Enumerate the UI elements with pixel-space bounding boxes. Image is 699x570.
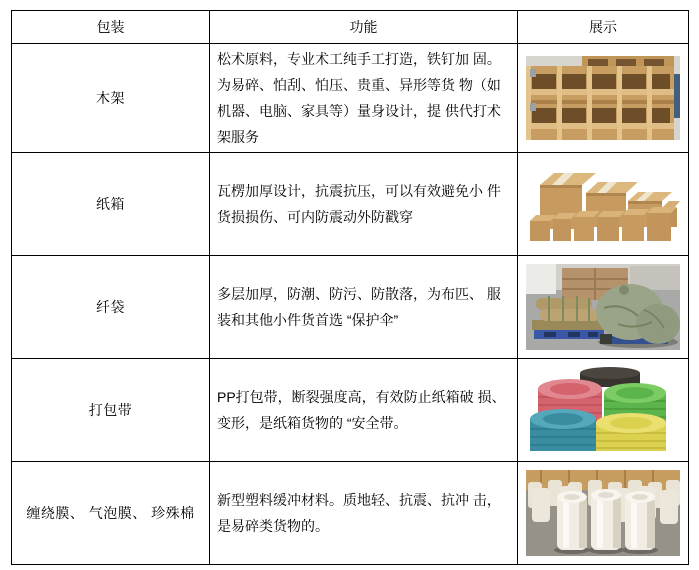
column-header-function: 功能 [210,11,518,44]
woven-bags-image [526,264,680,350]
table-row-fiber-bag [12,256,689,359]
packaging-name: 木架 [12,44,210,153]
strapping-rolls-image [526,367,680,453]
stretch-film-rolls-image [526,470,680,556]
packaging-name: 纤袋 [12,256,210,359]
packaging-name: 打包带 [12,359,210,462]
product-photo-cell [518,256,689,359]
column-header-packaging: 包装 [12,11,210,44]
function-description: PP打包带，断裂强度高，有效防止纸箱破 损、变形，是纸箱货物的 “安全带。 [210,359,518,462]
table-row-wooden-frame [12,44,689,153]
product-photo-cell [518,462,689,565]
packaging-table [11,10,689,565]
header-row [12,11,689,44]
wooden-crates-image [526,56,680,140]
function-description: 松术原料，专业术工纯手工打造，铁钉加 固。为易碎、怕刮、怕压、贵重、异形等货 物（如机器、电脑、家具等）量身设计，提 供代打术架服务 [210,44,518,153]
function-description: 新型塑料缓冲材料。质地轻、抗震、抗冲 击，是易碎类货物的。 [210,462,518,565]
table-row-carton [12,153,689,256]
column-header-display: 展示 [518,11,689,44]
product-photo-cell [518,153,689,256]
packaging-name: 缠绕膜、 气泡膜、 珍殊棉 [12,462,210,565]
cardboard-boxes-image [526,161,680,247]
function-description: 多层加厚，防潮、防污、防散落，为布匹、 服装和其他小件货首选 “保护伞” [210,256,518,359]
table-row-strapping [12,359,689,462]
table-row-films [12,462,689,565]
product-photo-cell [518,359,689,462]
product-photo-cell [518,44,689,153]
packaging-name: 纸箱 [12,153,210,256]
function-description: 瓦楞加厚设计，抗震抗压，可以有效避免小 件货损损伤、可内防震动外防戳穿 [210,153,518,256]
